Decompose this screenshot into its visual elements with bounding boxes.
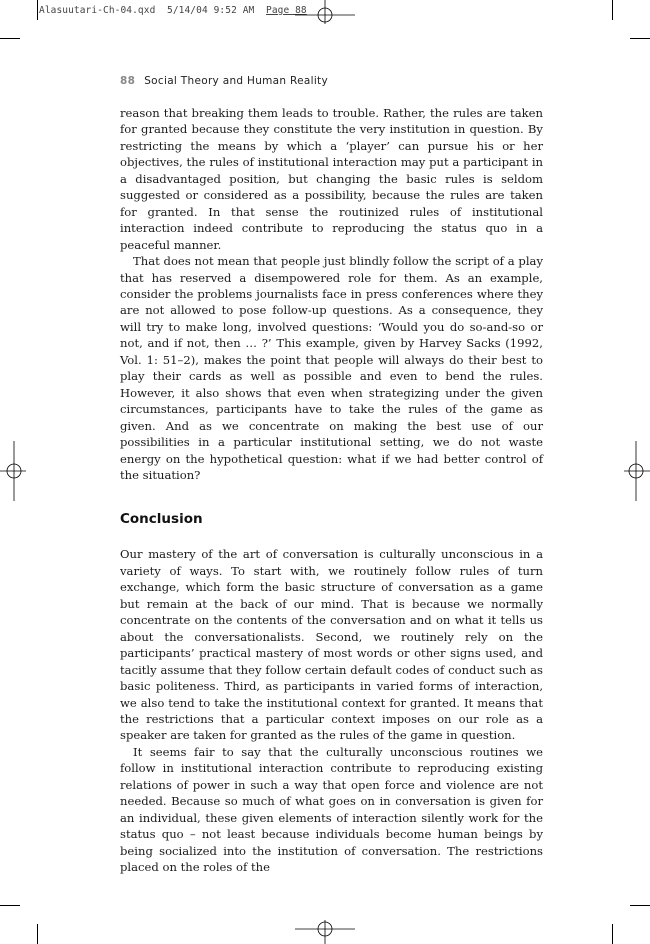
- registration-mark-left: [0, 441, 30, 501]
- paragraph: reason that breaking them leads to trouble. Rather, the rules are taken for granted because they constitute the very institution in question. By restricting the means by which a ‘player’ can pursue his or her objectives, the rules of institutional interaction may put a participant in a disadvantaged position, but changing the basic rules is seldom suggested or considered as a possibility, because the rules are taken for granted. In that sense the routinized rules of institutional interaction indeed contribute to reproducing the status quo in a peaceful manner.: [120, 106, 543, 252]
- crop-mark: [630, 905, 650, 906]
- paragraph: It seems fair to say that the culturally unconscious routines we follow in institutional interaction contribute to reproducing existing relations of power in such a way that open force and violence are not needed. Because so much of what goes on in conversation is given for an individual, these given elements of interaction silently work for the status quo – not least because individuals become human beings by being socialized into the institution of conversation. The restrictions placed on the roles of the: [120, 744, 543, 875]
- registration-mark-right: [620, 441, 650, 501]
- slug-page-ref: Page 88: [266, 5, 307, 16]
- body-text: [120, 105, 543, 875]
- running-head: [120, 75, 328, 87]
- crop-mark: [37, 0, 38, 20]
- registration-mark-top: [295, 0, 355, 30]
- crop-mark: [612, 0, 613, 20]
- printer-slug: [39, 5, 307, 16]
- registration-mark-bottom: [295, 914, 355, 944]
- paragraph: Our mastery of the art of conversation is culturally unconscious in a variety of ways. To start with, we routinely follow rules of turn exchange, which form the basic structure of conversation as a game but remain at the back of our mind. That is because we normally concentrate on the contents of the conversation and on what it tells us about the conversationalists. Second, we routinely rely on the participants’ practical mastery of most words or other signs used, and tacitly assume that they follow certain default codes of conduct such as basic politeness. Third, as participants in varied forms of interaction, we also tend to take the institutional context for granted. It means that the restrictions that a particular context imposes on our role as a speaker are taken for granted as the rules of the game in question.: [120, 547, 543, 743]
- crop-mark: [630, 38, 650, 39]
- crop-mark: [0, 905, 20, 906]
- slug-time: 9:52 AM: [213, 5, 255, 16]
- paragraph: That does not mean that people just blindly follow the script of a play that has reserved a disempowered role for them. As an example, consider the problems journalists face in press conferences where they are not allowed to pose follow-up questions. As a consequence, they will try to make long, involved questions: ‘Would you do so-and-so or not, and if not, then … ?’ This example, given by Harvey Sacks (1992, Vol. 1: 51–2), makes the point that people will always do their best to play their cards as well as possible and even to bend the rules. However, it also shows that even when strategizing under the given circumstances, participants have to take the rules of the game as given. And as we concentrate on making the best use of our possibilities in a particular institutional setting, we do not waste energy on the hypothetical question: what if we had better control of the situation?: [120, 254, 543, 482]
- slug-date: 5/14/04: [167, 5, 208, 16]
- slug-file: Alasuutari-Ch-04.qxd: [39, 5, 156, 16]
- section-heading: Conclusion: [120, 511, 203, 528]
- page-number: 88: [120, 75, 136, 87]
- book-title: Social Theory and Human Reality: [144, 75, 328, 87]
- crop-mark: [612, 924, 613, 944]
- crop-mark: [37, 924, 38, 944]
- crop-mark: [0, 38, 20, 39]
